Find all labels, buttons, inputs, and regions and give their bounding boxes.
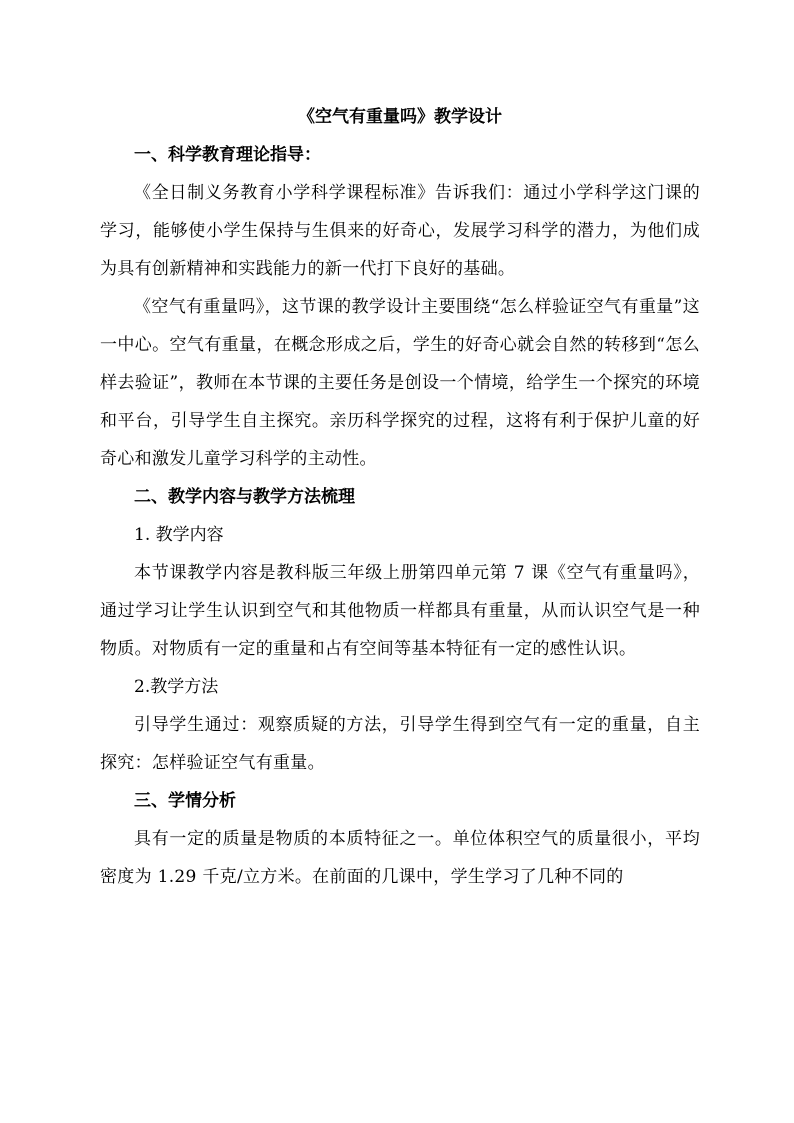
document-body bbox=[100, 100, 700, 896]
paragraph-curriculum-standard: 《全日制义务教育小学科学课程标准》告诉我们：通过小学科学这门课的学习，能够使小学生保持与生俱来的好奇心，发展学习科学的潜力，为他们成为具有创新精神和实践能力的新一代打下良好的基础。 bbox=[100, 183, 700, 279]
paragraph-teaching-methods: 引导学生通过：观察质疑的方法，引导学生得到空气有一定的重量，自主探究：怎样验证空气有重量。 bbox=[100, 715, 700, 773]
paragraph-lesson-design: 《空气有重量吗》，这节课的教学设计主要围绕“怎么样验证空气有重量”这一中心。空气有重量，在概念形成之后，学生的好奇心就会自然的转移到“怎么样去验证”，教师在本节课的主要任务是创设一个情境，给学生一个探究的环境和平台，引导学生自主探究。亲历科学探究的过程，这将有利于保护儿童的好奇心和激发儿童学习科学的主动性。 bbox=[100, 297, 700, 469]
subheading-teaching-methods: 2.教学方法 bbox=[134, 677, 219, 697]
subheading-teaching-content: 1. 教学内容 bbox=[134, 525, 224, 545]
paragraph-teaching-content: 本节课教学内容是教科版三年级上册第四单元第 7 课《空气有重量吗》，通过学习让学生认识到空气和其他物质一样都具有重量，从而认识空气是一种物质。对物质有一定的重量和占有空间等基本特征有一定的感性认识。 bbox=[100, 563, 700, 659]
section-heading-content-methods: 二、教学内容与教学方法梳理 bbox=[134, 487, 355, 507]
section-heading-student-analysis: 三、学情分析 bbox=[134, 791, 236, 811]
section-heading-theory: 一、科学教育理论指导： bbox=[134, 145, 321, 165]
paragraph-student-analysis: 具有一定的质量是物质的本质特征之一。单位体积空气的质量很小，平均密度为 1.29 千克/立方米。在前面的几课中，学生学习了几种不同的 bbox=[100, 829, 700, 887]
document-title: 《空气有重量吗》教学设计 bbox=[298, 107, 502, 127]
